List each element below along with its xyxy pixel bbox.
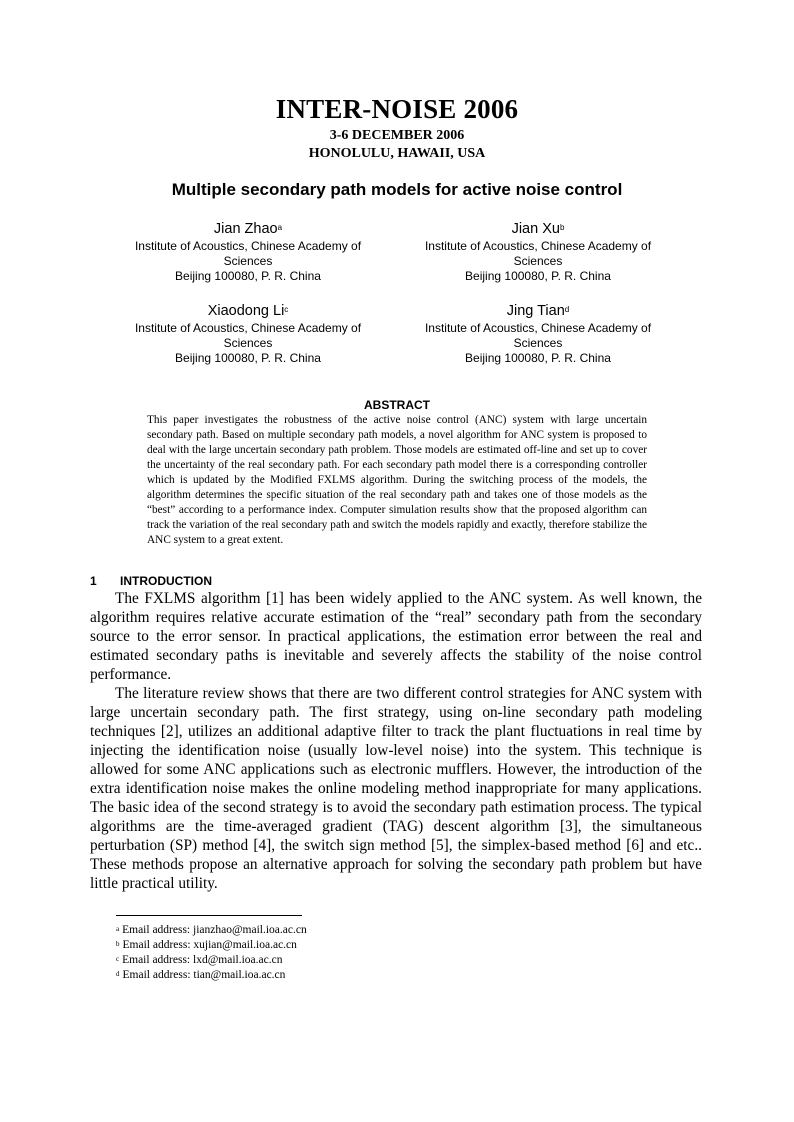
footnotes xyxy=(116,923,307,983)
footnote-divider xyxy=(116,915,302,916)
author-address: Beijing 100080, P. R. China xyxy=(175,269,321,283)
paper-title: Multiple secondary path models for active noise control xyxy=(171,180,623,199)
footnote-item: $^d$ Email address: tian@mail.ioa.ac.cn xyxy=(116,969,286,981)
author-affiliation: Institute of Acoustics, Chinese Academy of xyxy=(424,321,652,335)
author-address: Beijing 100080, P. R. China xyxy=(465,351,611,365)
conference-title: INTER-NOISE 2006 xyxy=(275,94,519,124)
author-block-2 xyxy=(393,220,683,284)
abstract-heading: ABSTRACT xyxy=(364,398,430,412)
author-block-4 xyxy=(393,302,683,366)
author-address: Beijing 100080, P. R. China xyxy=(465,269,611,283)
conference-place: HONOLULU, HAWAII, USA xyxy=(308,146,486,161)
intro-paragraph-1: The FXLMS algorithm [1] has been widely applied to the ANC system. As well known, the algorithm requires relative accurate estimation of the “real” secondary path from the secondary source to the error sensor. In practical applications, the estimation error between the real and estimated secondary paths is inevitable and severely affects the stability of the noise control performance. xyxy=(90,590,702,683)
author-address: Beijing 100080, P. R. China xyxy=(175,351,321,365)
author-affiliation-cont: Sciences xyxy=(223,254,273,268)
author-affiliation-cont: Sciences xyxy=(513,336,563,350)
author-affiliation: Institute of Acoustics, Chinese Academy of xyxy=(134,239,362,253)
footnote-item: $^a$ Email address: jianzhao@mail.ioa.ac.cn xyxy=(116,924,307,936)
author-affiliation: Institute of Acoustics, Chinese Academy of xyxy=(424,239,652,253)
intro-paragraph-2: The literature review shows that there are two different control strategies for ANC system with large uncertain secondary path. The first strategy, using on-line secondary path modeling techniques [2], utilizes an additional adaptive filter to track the plant fluctuations in real time by injecting the identification noise (usually low-level noise) into the system. This technique is allowed for some ANC applications such as electronic mufflers. However, the introduction of the extra identification noise makes the online modeling method inappropriate for many applications. The basic idea of the second strategy is to avoid the secondary path estimation process. The typical algorithms are the time-averaged gradient (TAG) descent algorithm [3], the simultaneous perturbation (SP) method [4], the switch sign method [5], the simplex-based method [6] and etc.. These methods propose an alternative approach for solving the secondary path problem but have little practical utility. xyxy=(90,685,702,892)
author-affiliation-cont: Sciences xyxy=(513,254,563,268)
author-name: Jian Zhao$^a$ xyxy=(213,221,283,237)
section-title: INTRODUCTION xyxy=(120,574,212,588)
author-block-1 xyxy=(103,220,393,284)
footnote-item: $^c$ Email address: lxd@mail.ioa.ac.cn xyxy=(116,954,283,966)
author-name: Jing Tian$^d$ xyxy=(506,303,570,319)
author-affiliation: Institute of Acoustics, Chinese Academy of xyxy=(134,321,362,335)
footnote-item: $^b$ Email address: xujian@mail.ioa.ac.cn xyxy=(116,939,297,951)
abstract-text: This paper investigates the robustness of the active noise control (ANC) system with large uncertain secondary path. Based on multiple secondary path models, a novel algorithm for ANC system is proposed to deal with the large uncertain secondary path problem. Those models are estimated off-line and set up to cover the uncertainty of the real secondary path. For each secondary path model there is a corresponding controller which is updated by the Modified FXLMS algorithm. During the switching process of the models, the algorithm determines the specific situation of the real secondary path and takes one of those models as the “best” according to a performance index. Computer simulation results show that the proposed algorithm can track the variation of the real secondary path and switch the models rapidly and exactly, therefore stabilize the ANC system to a great extent. xyxy=(147,414,647,546)
section-number: 1 xyxy=(90,574,97,588)
author-affiliation-cont: Sciences xyxy=(223,336,273,350)
section-heading xyxy=(90,574,212,588)
conference-date: 3-6 DECEMBER 2006 xyxy=(329,128,465,143)
author-name: Jian Xu$^b$ xyxy=(511,221,565,237)
author-block-3 xyxy=(103,302,393,366)
author-name: Xiaodong Li$^c$ xyxy=(207,303,289,319)
